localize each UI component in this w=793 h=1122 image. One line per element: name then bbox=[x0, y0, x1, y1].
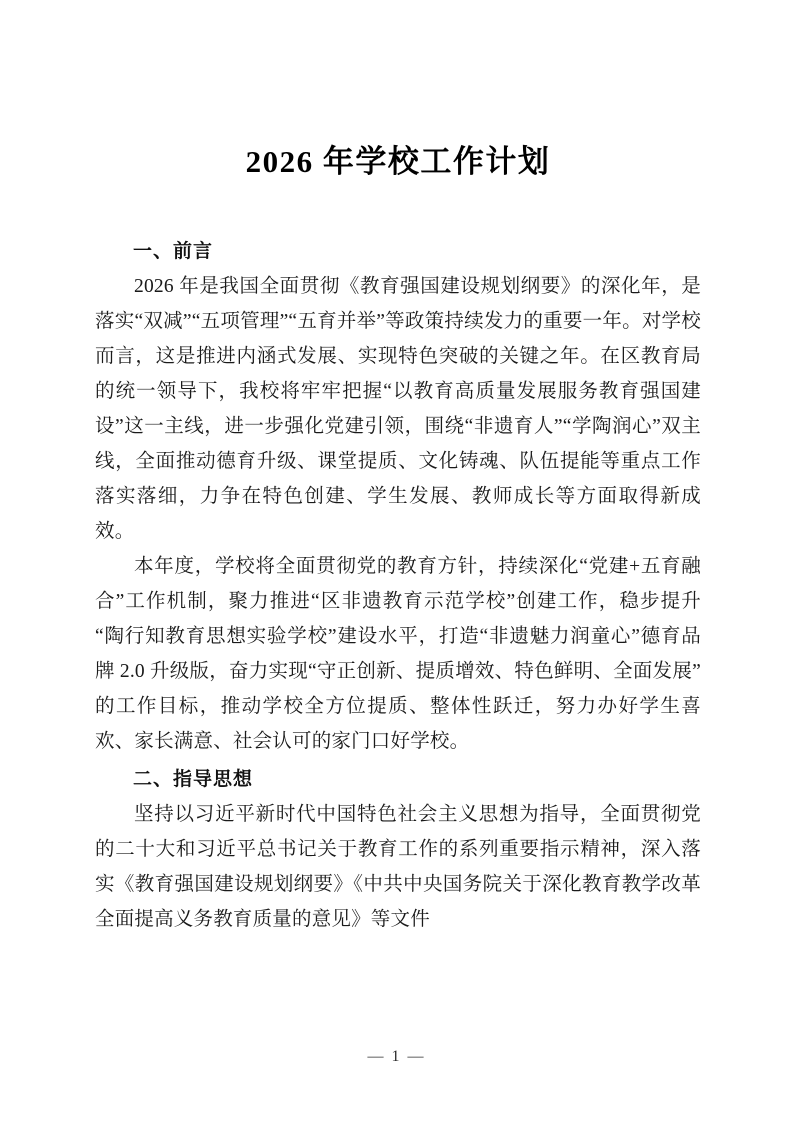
page-number-footer: — 1 — bbox=[367, 1048, 426, 1065]
paragraph-preface-1: 2026 年是我国全面贯彻《教育强国建设规划纲要》的深化年，是落实“双减”“五项管理”“五育并举”等政策持续发力的重要一年。对学校而言，这是推进内涵式发展、实现特色突破的关键之年。在区教育局的统一领导下，我校将牢牢把握“以教育高质量发展服务教育强国建设”这一主线，进一步强化党建引领，围绕“非遗育人”“学陶润心”双主线，全面推动德育升级、课堂提质、文化铸魂、队伍提能等重点工作落实落细，力争在特色创建、学生发展、教师成长等方面取得新成效。 bbox=[95, 276, 701, 542]
section-heading-preface: 一、前言 bbox=[133, 240, 214, 262]
document-content bbox=[95, 0, 701, 937]
paragraph-guiding-ideology-1: 坚持以习近平新时代中国特色社会主义思想为指导，全面贯彻党的二十大和习近平总书记关于教育工作的系列重要指示精神，深入落实《教育强国建设规划纲要》《中共中央国务院关于深化教育教学改革全面提高义务教育质量的意见》等文件 bbox=[95, 804, 701, 930]
section-heading-guiding-ideology: 二、指导思想 bbox=[133, 768, 254, 790]
page-title: 2026 年学校工作计划 bbox=[245, 144, 551, 179]
paragraph-preface-2: 本年度，学校将全面贯彻党的教育方针，持续深化“党建+五育融合”工作机制，聚力推进“区非遗教育示范学校”创建工作，稳步提升“陶行知教育思想实验学校”建设水平，打造“非遗魅力润童心”德育品牌 2.0 升级版，奋力实现“守正创新、提质增效、特色鲜明、全面发展”的工作目标，推动学校全方位提质、整体性跃迁，努力办好学生喜欢、家长满意、社会认可的家门口好学校。 bbox=[95, 556, 701, 752]
title-spacer bbox=[95, 184, 701, 234]
